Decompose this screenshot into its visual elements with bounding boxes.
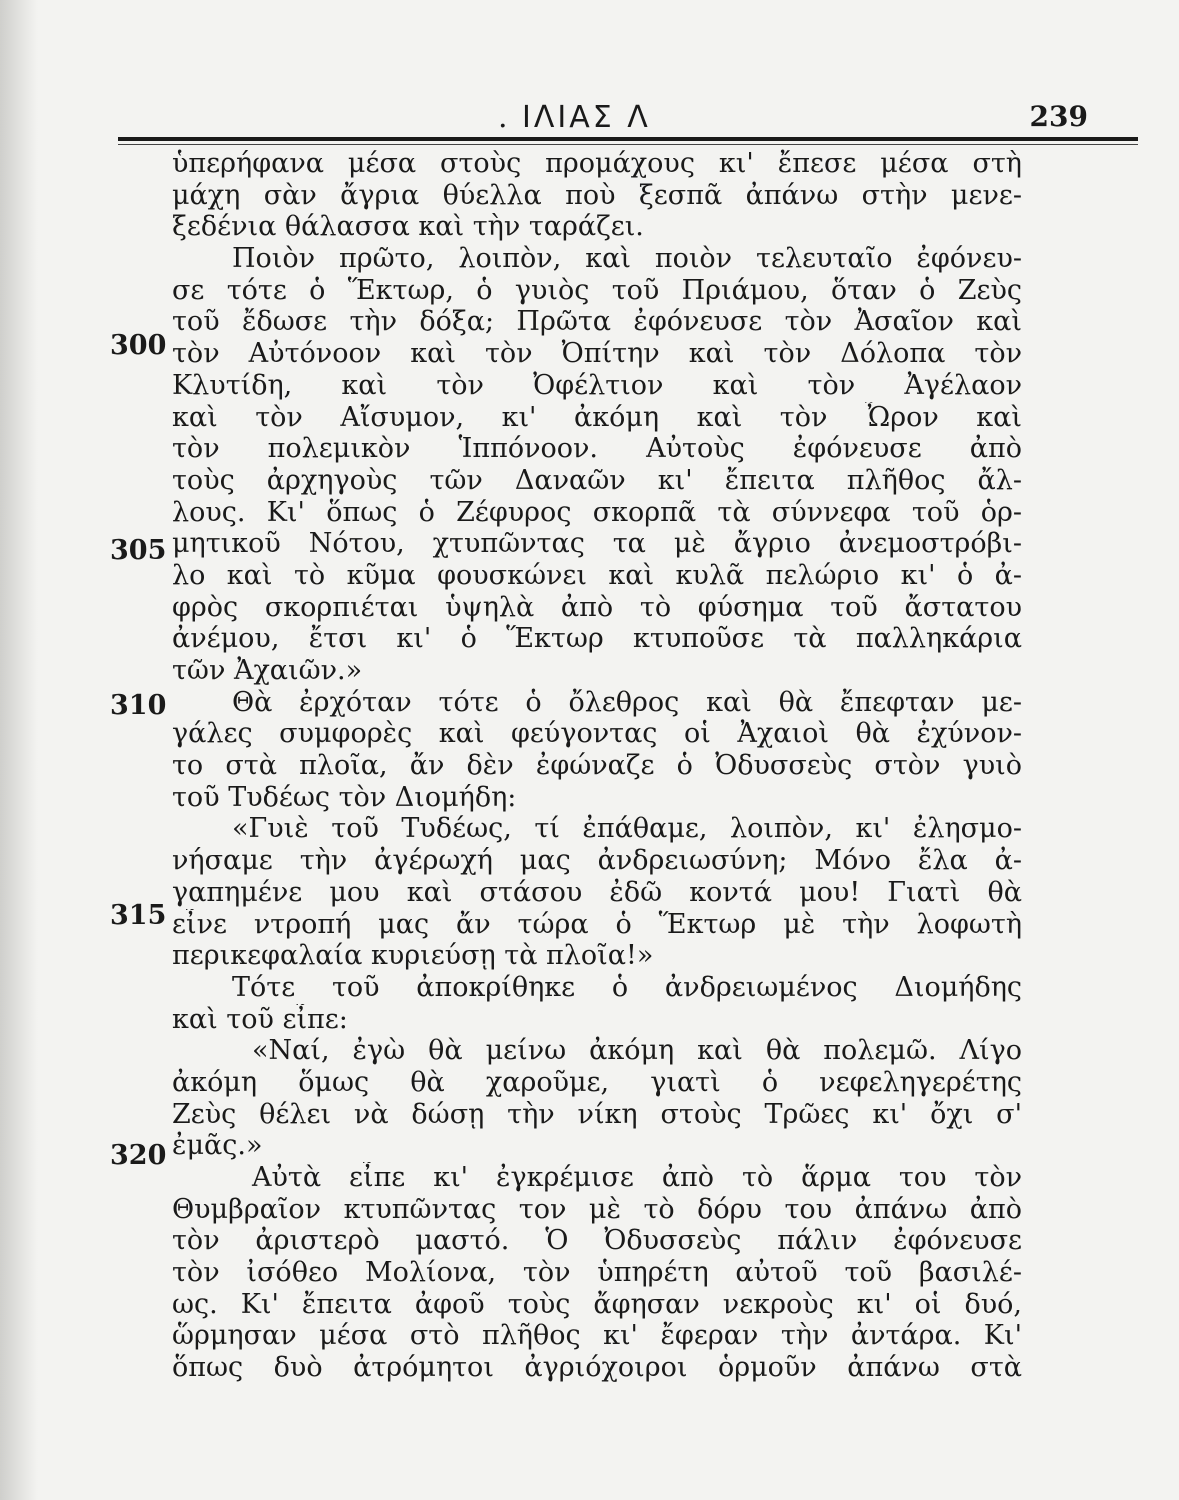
text-line: μητικοῦ Νότου, χτυπῶντας τα μὲ ἄγριο ἀνεμοστρόβι- (172, 528, 1022, 560)
body-text (172, 148, 1022, 1384)
page-gutter-shadow (0, 0, 38, 1500)
text-line: γαπημένε μου καὶ στάσου ἐδῶ κοντά μου! Γιατὶ θὰ (172, 876, 1022, 908)
text-line: ὥρμησαν μέσα στὸ πλῆθος κι' ἔφεραν τὴν ἀντάρα. Κι' (172, 1320, 1022, 1352)
text-line: μάχη σὰν ἄγρια θύελλα ποὺ ξεσπᾶ ἀπάνω στὴν μενε- (172, 179, 1022, 211)
text-line: φρὸς σκορπιέται ὑψηλὰ ἀπὸ τὸ φύσημα τοῦ ἄστατου (172, 591, 1022, 623)
text-line: ἐμᾶς.» (172, 1130, 263, 1162)
text-line: νήσαμε τὴν ἀγέρωχή μας ἀνδρειωσύνη; Μόνο ἔλα ἀ- (172, 845, 1022, 877)
text-line: ὅπως δυὸ ἀτρόμητοι ἀγριόχοιροι ὁρμοῦν ἀπάνω στὰ (172, 1352, 1022, 1384)
text-line: ἀνέμου, ἔτσι κι' ὁ Ἕκτωρ κτυποῦσε τὰ παλληκάρια (172, 623, 1022, 655)
text-line: Θὰ ἐρχόταν τότε ὁ ὄλεθρος καὶ θὰ ἔπεφταν με- (232, 686, 1022, 718)
text-line: περικεφαλαία κυριεύσῃ τὰ πλοῖα!» (172, 940, 654, 972)
text-line: καὶ τὸν Αἴσυμον, κι' ἀκόμη καὶ τὸν Ὦρον καὶ (172, 401, 1022, 433)
text-line: γάλες συμφορὲς καὶ φεύγοντας οἱ Ἀχαιοὶ θὰ ἐχύνον- (172, 718, 1022, 750)
text-line: ἀκόμη ὅμως θὰ χαροῦμε, γιατὶ ὁ νεφεληγερέτης (172, 1066, 1022, 1098)
text-line: ὑπερήφανα μέσα στοὺς προμάχους κι' ἔπεσε μέσα στὴ (172, 148, 1022, 179)
line-number-305: 305 (110, 535, 167, 566)
text-line: Ποιὸν πρῶτο, λοιπὸν, καὶ ποιὸν τελευταῖο ἐφόνευ- (232, 243, 1022, 275)
text-line: ξεδένια θάλασσα καὶ τὴν ταράζει. (172, 211, 644, 243)
text-line: τοῦ Τυδέως τὸν Διομήδη: (172, 781, 517, 813)
text-line: ως. Κι' ἔπειτα ἀφοῦ τοὺς ἄφησαν νεκροὺς κι' οἱ δυό, (172, 1288, 1022, 1320)
text-line: τὸν ἰσόθεο Μολίονα, τὸν ὑπηρέτη αὐτοῦ τοῦ βασιλέ- (172, 1257, 1022, 1289)
text-line: τοῦ ἔδωσε τὴν δόξα; Πρῶτα ἐφόνευσε τὸν Ἀσαῖον καὶ (172, 306, 1022, 338)
text-line: τὸν Αὐτόνοον καὶ τὸν Ὀπίτην καὶ τὸν Δόλοπα τὸν (172, 338, 1022, 370)
header-rule-thick (118, 137, 1138, 141)
running-header (118, 92, 1138, 142)
text-line: Ζεὺς θέλει νὰ δώσῃ τὴν νίκη στοὺς Τρῶες κι' ὄχι σ' (172, 1098, 1022, 1130)
text-line: καὶ τοῦ εἶπε: (172, 1003, 348, 1035)
text-line: τὸν πολεμικὸν Ἱππόνοον. Αὐτοὺς ἐφόνευσε ἀπὸ (172, 433, 1022, 465)
text-line: λο καὶ τὸ κῦμα φουσκώνει καὶ κυλᾶ πελώριο κι' ὁ ἀ- (172, 559, 1022, 591)
text-line: Κλυτίδη, καὶ τὸν Ὀφέλτιον καὶ τὸν Ἀγέλαον (172, 369, 1022, 401)
text-line: σε τότε ὁ Ἕκτωρ, ὁ γυιὸς τοῦ Πριάμου, ὅταν ὁ Ζεὺς (172, 274, 1022, 306)
text-line: Αὐτὰ εἶπε κι' ἐγκρέμισε ἀπὸ τὸ ἅρμα του τὸν (252, 1162, 1022, 1193)
text-line: λους. Κι' ὅπως ὁ Ζέφυρος σκορπᾶ τὰ σύννεφα τοῦ ὁρ- (172, 496, 1022, 528)
text-line: τοὺς ἀρχηγοὺς τῶν Δαναῶν κι' ἔπειτα πλῆθος ἄλ- (172, 464, 1022, 496)
text-line: «Ναί, ἐγὼ θὰ μείνω ἀκόμη καὶ θὰ πολεμῶ. Λίγο (252, 1035, 1022, 1067)
line-number-310: 310 (110, 690, 167, 721)
line-number-300: 300 (110, 330, 167, 361)
text-line: Θυμβραῖον κτυπῶντας τον μὲ τὸ δόρυ του ἀπάνω ἀπὸ (172, 1193, 1022, 1225)
text-line: «Γυιὲ τοῦ Τυδέως, τί ἐπάθαμε, λοιπὸν, κι' ἐλησμο- (232, 813, 1022, 845)
text-line: εἶνε ντροπή μας ἄν τώρα ὁ Ἕκτωρ μὲ τὴν λοφωτὴ (172, 908, 1022, 940)
header-rule-thin (118, 144, 1138, 145)
header-title: ΙΛΙΑΣ Λ (522, 100, 651, 135)
text-line: το στὰ πλοῖα, ἄν δὲν ἐφώναζε ὁ Ὀδυσσεὺς στὸν γυιὸ (172, 750, 1022, 782)
text-line: τὸν ἀριστερὸ μαστό. Ὁ Ὀδυσσεὺς πάλιν ἐφόνευσε (172, 1225, 1022, 1257)
line-number-315: 315 (110, 900, 167, 931)
text-line: Τότε τοῦ ἀποκρίθηκε ὁ ἀνδρειωμένος Διομήδης (232, 971, 1022, 1003)
header-dot: . (498, 100, 508, 135)
page-number: 239 (1029, 100, 1088, 133)
text-line: τῶν Ἀχαιῶν.» (172, 655, 363, 686)
line-number-320: 320 (110, 1140, 167, 1171)
